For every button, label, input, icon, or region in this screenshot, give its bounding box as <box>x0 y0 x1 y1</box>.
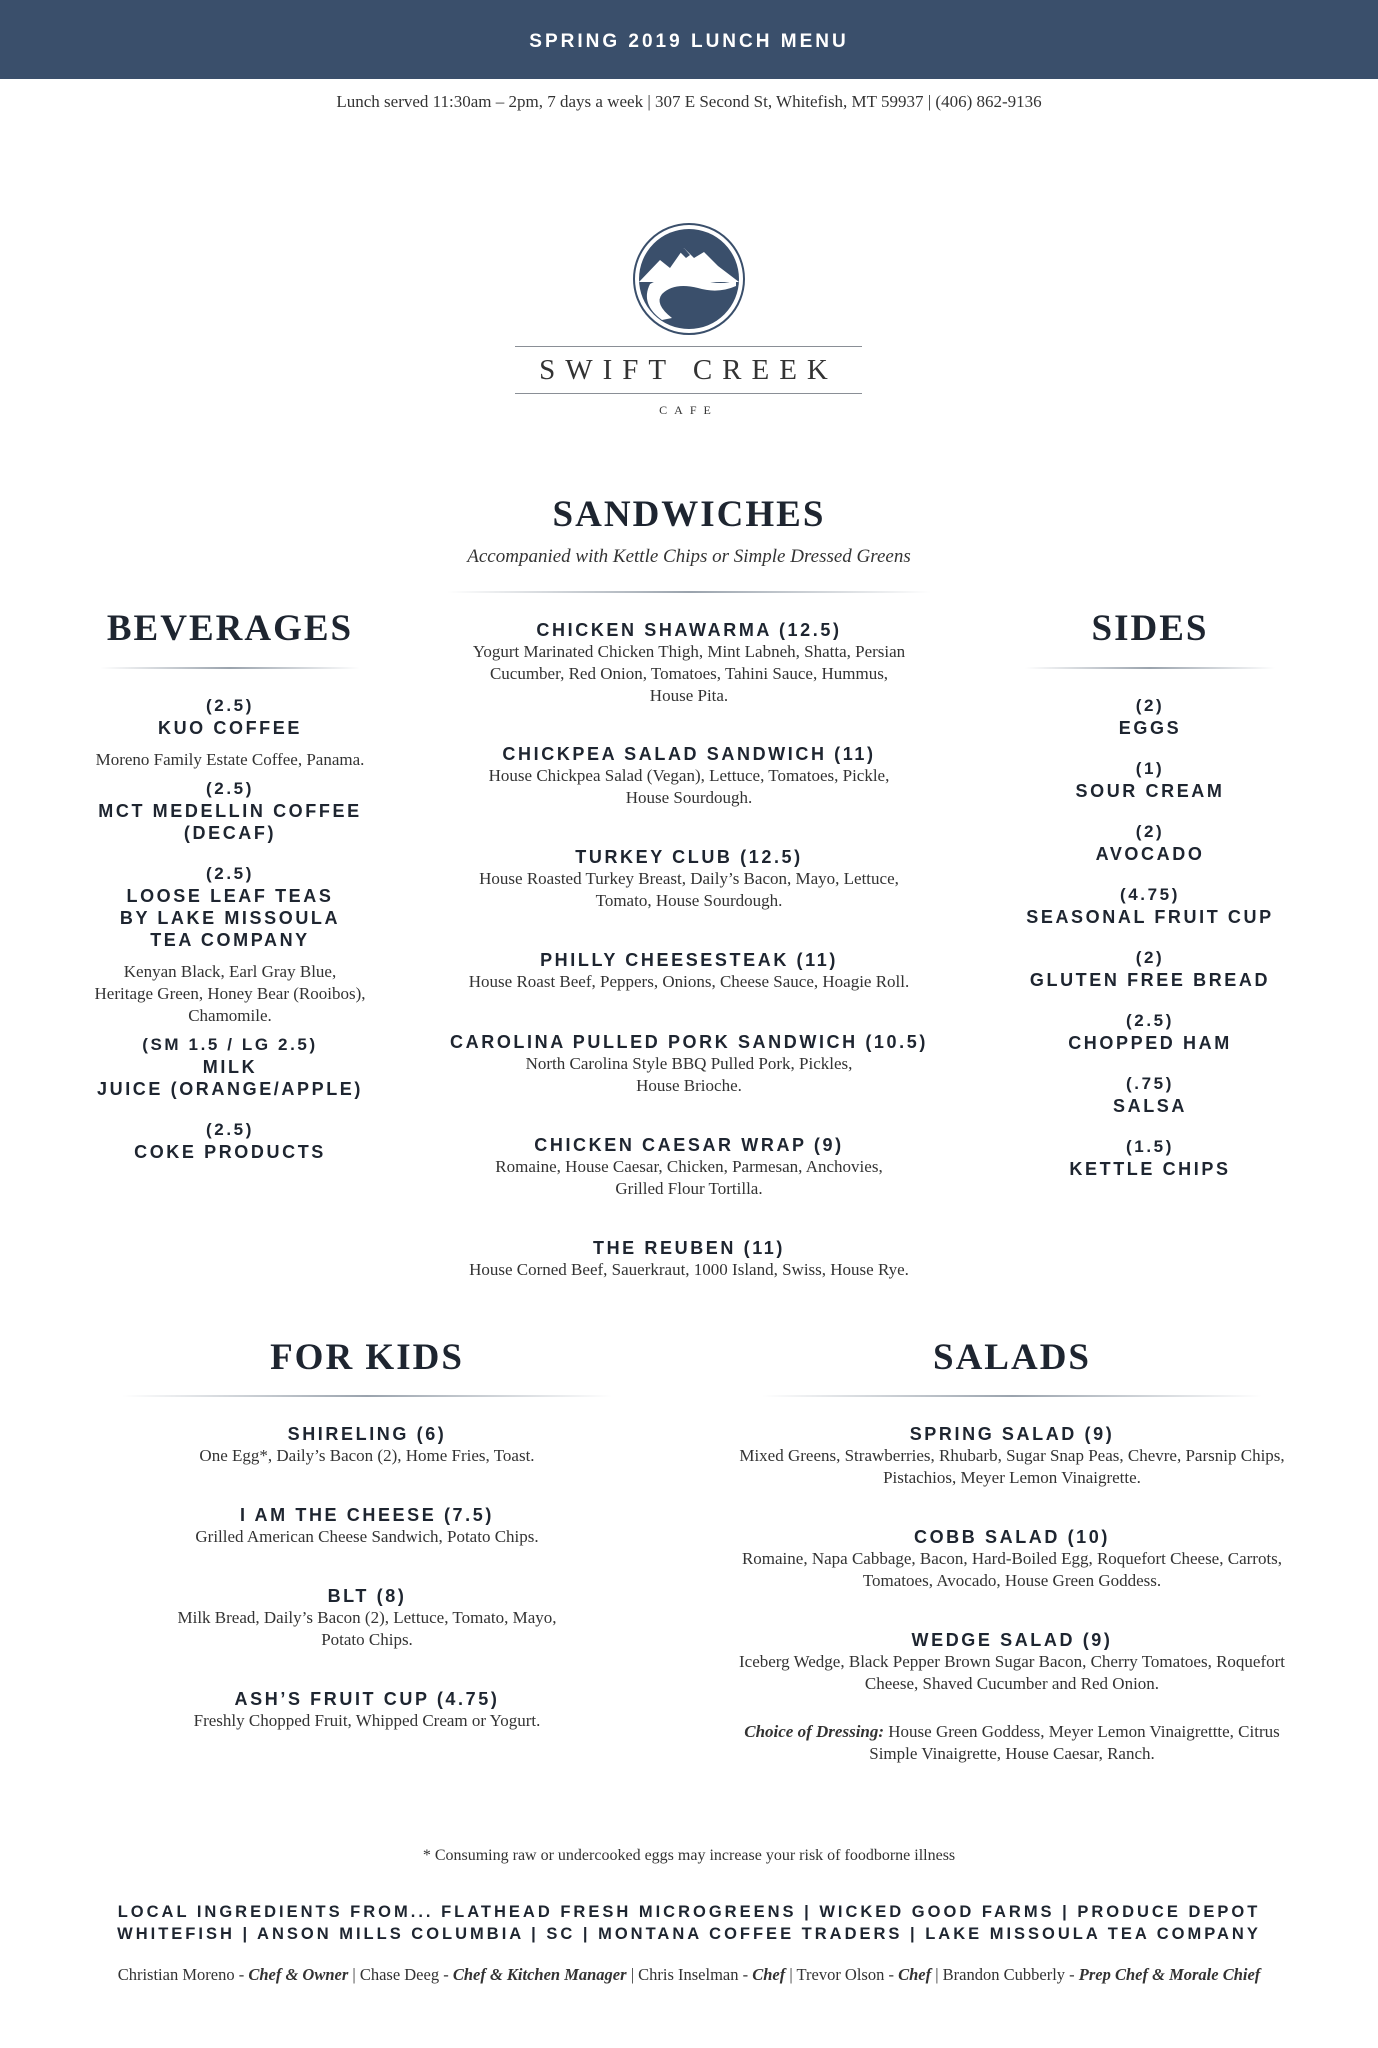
kids-item <box>117 1585 617 1651</box>
salad-desc: Cheese, Shaved Cucumber and Red Onion. <box>864 1674 1160 1693</box>
cafe-name: SWIFT CREEK <box>539 354 838 386</box>
beverage-item <box>70 1034 390 1100</box>
side-item <box>1010 695 1290 739</box>
side-item <box>1010 1010 1290 1054</box>
side-item <box>1010 821 1290 865</box>
sandwich-desc: Romaine, House Caesar, Chicken, Parmesan, Anchovies, <box>495 1157 883 1176</box>
sandwich-item <box>414 1237 964 1281</box>
side-name: KETTLE CHIPS <box>1069 1159 1231 1179</box>
sandwich-name: CHICKEN CAESAR WRAP (9) <box>534 1135 844 1155</box>
logo-rule-top <box>515 346 862 347</box>
beverage-name: (DECAF) <box>183 823 277 843</box>
sandwich-desc: House Sourdough. <box>625 788 753 807</box>
local-ingredients-line: WHITEFISH | ANSON MILLS COLUMBIA | SC | MONTANA COFFEE TRADERS | LAKE MISSOULA TEA COMPANY <box>117 1925 1261 1943</box>
kids-item-name: BLT (8) <box>327 1586 407 1606</box>
sandwich-desc: House Chickpea Salad (Vegan), Lettuce, Tomatoes, Pickle, <box>488 766 890 785</box>
beverage-price: (SM 1.5 / LG 2.5) <box>142 1035 318 1054</box>
sandwich-name: THE REUBEN (11) <box>592 1238 786 1258</box>
sandwich-name: PHILLY CHEESESTEAK (11) <box>540 950 838 970</box>
beverages-title: BEVERAGES <box>106 608 354 649</box>
side-price: (2) <box>1135 696 1165 715</box>
salad-name: COBB SALAD (10) <box>913 1527 1110 1547</box>
side-item <box>1010 1136 1290 1180</box>
salad-desc: Iceberg Wedge, Black Pepper Brown Sugar Bacon, Cherry Tomatoes, Roquefort <box>738 1652 1286 1671</box>
salads-divider <box>762 1395 1262 1397</box>
kids-item-desc: Freshly Chopped Fruit, Whipped Cream or Yogurt. <box>193 1711 541 1730</box>
beverage-price: (2.5) <box>206 696 254 715</box>
sandwich-item <box>414 1031 964 1097</box>
egg-advisory: * Consuming raw or undercooked eggs may increase your risk of foodborne illness <box>422 1847 956 1864</box>
sandwich-item <box>414 846 964 912</box>
beverage-item <box>70 778 390 844</box>
staff-role: Prep Chef & Morale Chief <box>1078 1965 1261 1984</box>
side-name: SALSA <box>1112 1096 1187 1116</box>
sandwich-desc: Grilled Flour Tortilla. <box>615 1179 763 1198</box>
salad-desc: Romaine, Napa Cabbage, Bacon, Hard-Boiled Egg, Roquefort Cheese, Carrots, <box>741 1549 1283 1568</box>
side-price: (2) <box>1135 822 1165 841</box>
beverage-desc: Moreno Family Estate Coffee, Panama. <box>95 750 365 769</box>
staff-credits <box>0 1965 1378 1985</box>
sandwich-name: CHICKEN SHAWARMA (12.5) <box>536 620 842 640</box>
side-item <box>1010 884 1290 928</box>
side-price: (1.5) <box>1126 1137 1174 1156</box>
sandwich-desc: Tomato, House Sourdough. <box>595 891 783 910</box>
side-name: SOUR CREAM <box>1075 781 1225 801</box>
beverage-price: (2.5) <box>206 779 254 798</box>
salad-item <box>692 1629 1332 1695</box>
staff-sep: | <box>348 1965 360 1984</box>
sandwiches-subtitle: Accompanied with Kettle Chips or Simple Dressed Greens <box>467 546 911 567</box>
local-ingredients <box>0 1901 1378 1945</box>
sandwich-desc: House Corned Beef, Sauerkraut, 1000 Island, Swiss, House Rye. <box>469 1260 909 1279</box>
side-item <box>1010 758 1290 802</box>
dressing-line <box>692 1721 1332 1743</box>
salad-desc: Pistachios, Meyer Lemon Vinaigrette. <box>883 1468 1141 1487</box>
side-name: SEASONAL FRUIT CUP <box>1026 907 1274 927</box>
sandwiches-title: SANDWICHES <box>552 494 826 535</box>
dressing-options: House Green Goddess, Meyer Lemon Vinaigrettte, Citrus <box>884 1722 1280 1741</box>
side-name: EGGS <box>1118 718 1182 738</box>
kids-item-desc: Potato Chips. <box>321 1630 413 1649</box>
kids-item <box>117 1504 617 1548</box>
sandwich-item <box>414 743 964 809</box>
beverage-name: TEA COMPANY <box>150 930 310 950</box>
salad-item <box>692 1423 1332 1489</box>
beverages-divider <box>100 667 360 669</box>
kids-item-desc: Milk Bread, Daily’s Bacon (2), Lettuce, Tomato, Mayo, <box>177 1608 557 1627</box>
sandwich-desc: Yogurt Marinated Chicken Thigh, Mint Labneh, Shatta, Persian <box>472 642 906 661</box>
kids-list <box>117 1423 617 1732</box>
side-price: (1) <box>1135 759 1165 778</box>
side-name: GLUTEN FREE BREAD <box>1029 970 1271 990</box>
dressing-choices <box>692 1721 1332 1765</box>
staff-role: Chef <box>898 1965 932 1984</box>
mountain-creek-emblem-icon <box>632 222 746 336</box>
staff-person: Brandon Cubberly - <box>942 1965 1079 1984</box>
side-item <box>1010 947 1290 991</box>
side-price: (2) <box>1135 948 1165 967</box>
salads-title: SALADS <box>933 1337 1091 1378</box>
kids-divider <box>122 1395 612 1397</box>
salad-desc: Tomatoes, Avocado, House Green Goddess. <box>862 1571 1162 1590</box>
sides-list <box>1010 695 1290 1180</box>
kids-item-name: ASH’S FRUIT CUP (4.75) <box>234 1689 500 1709</box>
side-item <box>1010 1073 1290 1117</box>
salad-desc: Mixed Greens, Strawberries, Rhubarb, Sugar Snap Peas, Chevre, Parsnip Chips, <box>739 1446 1285 1465</box>
salad-name: WEDGE SALAD (9) <box>911 1630 1113 1650</box>
sides-divider <box>1025 667 1275 669</box>
beverage-item <box>70 1119 390 1163</box>
staff-role: Chef <box>752 1965 786 1984</box>
kids-item <box>117 1423 617 1467</box>
sandwich-name: CAROLINA PULLED PORK SANDWICH (10.5) <box>450 1032 928 1052</box>
staff-role: Chef & Kitchen Manager <box>452 1965 627 1984</box>
beverage-desc: Heritage Green, Honey Bear (Rooibos), <box>94 984 366 1003</box>
sandwich-item <box>414 619 964 707</box>
salads-list <box>692 1423 1332 1765</box>
beverage-name: MCT MEDELLIN COFFEE <box>98 801 362 821</box>
kids-item-name: SHIRELING (6) <box>287 1424 447 1444</box>
sandwich-item <box>414 1134 964 1200</box>
beverage-name: MILK <box>202 1057 258 1077</box>
cafe-logo <box>515 218 862 428</box>
side-price: (4.75) <box>1119 885 1180 904</box>
staff-sep: | <box>931 1965 943 1984</box>
beverage-item <box>70 863 390 1027</box>
sandwich-name: TURKEY CLUB (12.5) <box>575 847 803 867</box>
cafe-sublabel: CAFE <box>659 403 718 417</box>
side-price: (2.5) <box>1126 1011 1174 1030</box>
staff-role: Chef & Owner <box>248 1965 349 1984</box>
dressing-options-cont: Simple Vinaigrette, House Caesar, Ranch. <box>869 1744 1155 1763</box>
sandwich-item <box>414 949 964 993</box>
beverage-item <box>70 695 390 771</box>
sandwich-desc: House Pita. <box>649 686 729 705</box>
sandwich-desc: House Brioche. <box>636 1076 742 1095</box>
beverages-list <box>70 695 390 1163</box>
sandwiches-list <box>414 619 964 1281</box>
kids-item <box>117 1688 617 1732</box>
sides-title: SIDES <box>1091 608 1209 649</box>
staff-sep: | <box>785 1965 797 1984</box>
beverage-name: COKE PRODUCTS <box>134 1142 326 1162</box>
staff-person: Christian Moreno - <box>117 1965 249 1984</box>
sandwich-desc: Cucumber, Red Onion, Tomatoes, Tahini Sauce, Hummus, <box>489 664 889 683</box>
staff-person: Chase Deeg - <box>359 1965 453 1984</box>
beverage-name: KUO COFFEE <box>157 718 302 738</box>
kids-item-desc: One Egg*, Daily’s Bacon (2), Home Fries, Toast. <box>199 1446 535 1465</box>
hours-address-phone: Lunch served 11:30am – 2pm, 7 days a week | 307 E Second St, Whitefish, MT 59937 | (406) 862-9136 <box>336 92 1042 111</box>
dressing-label: Choice of Dressing: <box>744 1722 885 1741</box>
beverage-price: (2.5) <box>206 864 254 883</box>
local-ingredients-line: LOCAL INGREDIENTS FROM... FLATHEAD FRESH MICROGREENS | WICKED GOOD FARMS | PRODUCE DEPOT <box>117 1903 1261 1921</box>
staff-person: Trevor Olson - <box>796 1965 899 1984</box>
sandwiches-divider <box>447 591 931 593</box>
beverage-name: BY LAKE MISSOULA <box>119 908 341 928</box>
sandwich-desc: North Carolina Style BBQ Pulled Pork, Pickles, <box>525 1054 853 1073</box>
kids-item-desc: Grilled American Cheese Sandwich, Potato Chips. <box>195 1527 539 1546</box>
beverage-name: JUICE (ORANGE/APPLE) <box>96 1079 364 1099</box>
side-name: AVOCADO <box>1095 844 1205 864</box>
staff-person: Chris Inselman - <box>638 1965 753 1984</box>
beverage-name: LOOSE LEAF TEAS <box>126 886 334 906</box>
staff-sep: | <box>626 1965 639 1984</box>
sandwich-desc: House Roast Beef, Peppers, Onions, Cheese Sauce, Hoagie Roll. <box>468 972 910 991</box>
beverage-price: (2.5) <box>206 1120 254 1139</box>
sandwich-desc: House Roasted Turkey Breast, Daily’s Bacon, Mayo, Lettuce, <box>479 869 899 888</box>
beverage-desc: Kenyan Black, Earl Gray Blue, <box>123 962 337 981</box>
side-name: CHOPPED HAM <box>1068 1033 1232 1053</box>
logo-rule-bottom <box>515 393 862 394</box>
kids-item-name: I AM THE CHEESE (7.5) <box>240 1505 494 1525</box>
salad-item <box>692 1526 1332 1592</box>
side-price: (.75) <box>1126 1074 1174 1093</box>
menu-banner: SPRING 2019 LUNCH MENU <box>0 0 1378 79</box>
sandwich-name: CHICKPEA SALAD SANDWICH (11) <box>502 744 876 764</box>
salad-name: SPRING SALAD (9) <box>909 1424 1115 1444</box>
kids-title: FOR KIDS <box>270 1337 464 1378</box>
beverage-desc: Chamomile. <box>188 1006 272 1025</box>
